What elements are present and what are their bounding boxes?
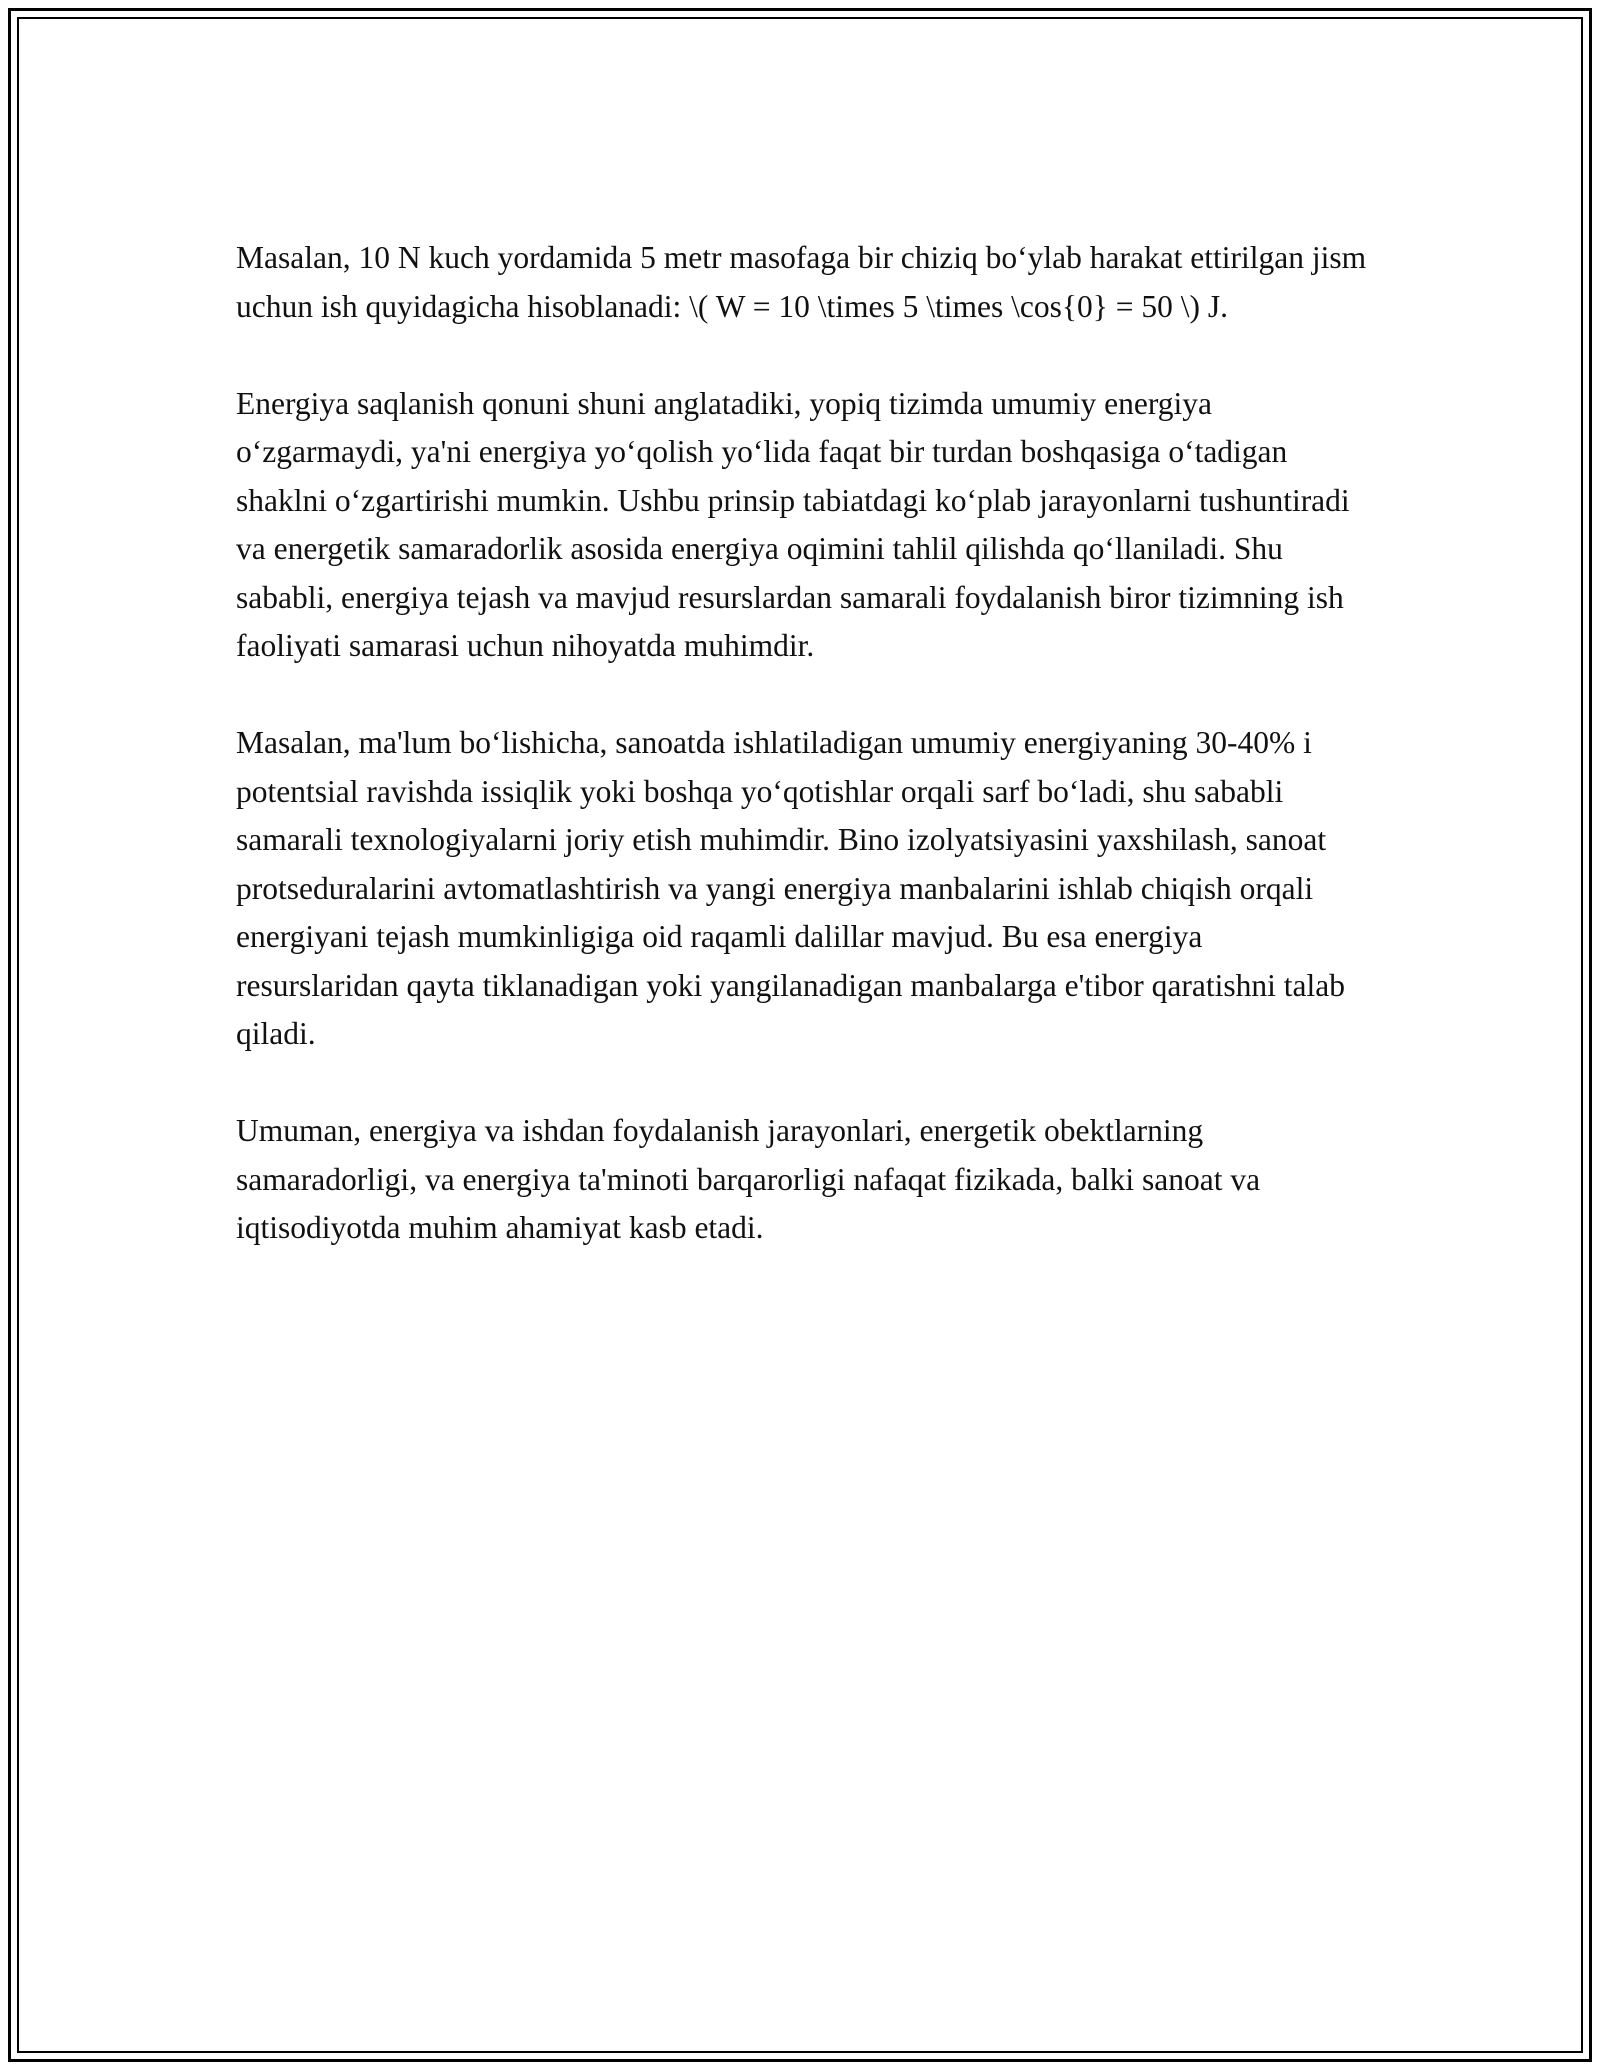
paragraph-conclusion: Umuman, energiya va ishdan foydalanish jarayonlari, energetik obektlarning samaradorligi, va energiya ta'minoti barqarorligi nafaqat fizikada, balki sanoat va iqtisodiyotda muhim ahamiyat kasb etadi. (236, 1113, 1261, 1245)
paragraph-energy-conservation: Energiya saqlanish qonuni shuni anglatadiki, yopiq tizimda umumiy energiya o‘zgarmaydi, ya'ni energiya yo‘qolish yo‘lida faqat bir turdan boshqasiga o‘tadigan shaklni o‘zgartirishi mumkin. Ushbu prinsip tabiatdagi ko‘plab jarayonlarni tushuntiradi va energetik samaradorlik asosida energiya oqimini tahlil qilishda qo‘llaniladi. Shu sababli, energiya tejash va mavjud resurslardan samarali foydalanish biror tizimning ish faoliyati samarasi uchun nihoyatda muhimdir. (236, 385, 1350, 663)
document-body (236, 234, 1372, 1301)
paragraph-work-example: Masalan, 10 N kuch yordamida 5 metr masofaga bir chiziq bo‘ylab harakat ettirilgan jism uchun ish quyidagicha hisoblanadi: \( W = 10 \times 5 \times \cos{0} = 50 \) J. (236, 240, 1367, 324)
paragraph-industry-losses: Masalan, ma'lum bo‘lishicha, sanoatda ishlatiladigan umumiy energiyaning 30-40% i potentsial ravishda issiqlik yoki boshqa yo‘qotishlar orqali sarf bo‘ladi, shu sababli samarali texnologiyalarni joriy etish muhimdir. Bino izolyatsiyasini yaxshilash, sanoat protseduralarini avtomatlashtirish va yangi energiya manbalarini ishlab chiqish orqali energiyani tejash mumkinligiga oid raqamli dalillar mavjud. Bu esa energiya resurslaridan qayta tiklanadigan yoki yangilanadigan manbalarga e'tibor qaratishni talab qiladi. (236, 725, 1345, 1051)
